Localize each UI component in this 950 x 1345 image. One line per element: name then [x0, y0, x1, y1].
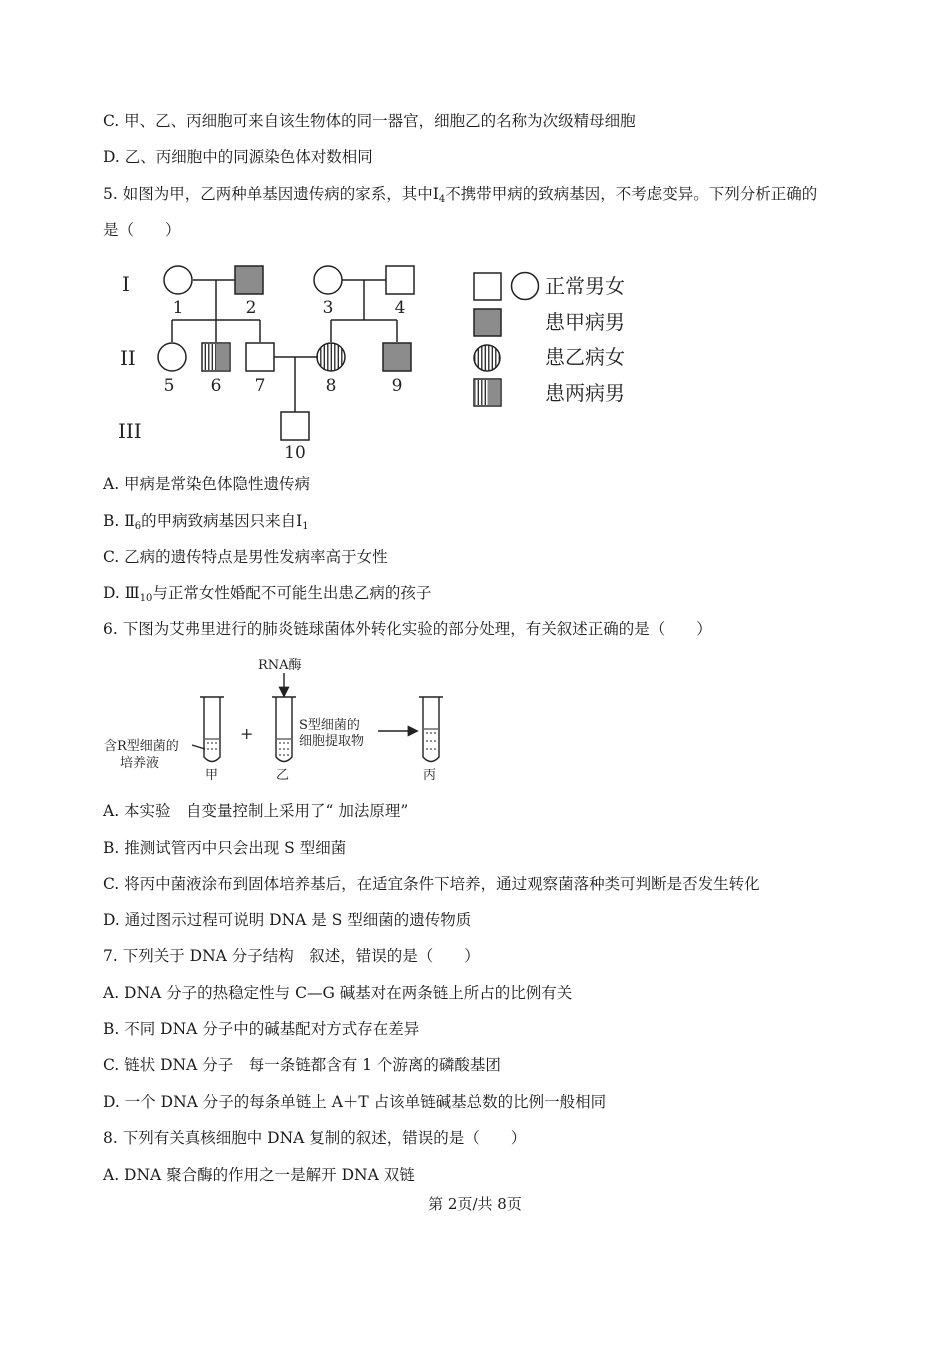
- id-4: 4: [394, 298, 406, 318]
- id-7: 7: [254, 376, 266, 396]
- q5-option-a: A. 甲病是常染色体隐性遗传病: [103, 475, 311, 493]
- q8-option-a: A. DNA 聚合酶的作用之一是解开 DNA 双链: [103, 1166, 415, 1184]
- pedigree-diagram: [110, 258, 650, 463]
- legend-normal: 正常男女: [545, 274, 625, 298]
- s-extract-label-2: 细胞提取物: [299, 734, 365, 749]
- s-extract-label-1: S型细菌的: [299, 718, 360, 733]
- q7-option-d: D. 一个 DNA 分子的每条单链上 A＋T 占该单链碱基总数的比例一般相同: [103, 1093, 607, 1111]
- gen-label-1: I: [122, 272, 130, 296]
- r-culture-label-1: 含R型细菌的: [104, 739, 179, 754]
- id-2: 2: [245, 298, 257, 318]
- id-8: 8: [325, 376, 337, 396]
- tube-jia-label: 甲: [205, 768, 219, 783]
- q7-option-a: A. DNA 分子的热稳定性与 C—G 碱基对在两条链上所占的比例有关: [103, 984, 573, 1002]
- q5-option-b: B. $Ⅱ_6$的甲病致病基因只来自$Ⅰ_1$: [103, 512, 309, 532]
- q7-option-b: B. 不同 DNA 分子中的碱基配对方式存在差异: [103, 1020, 420, 1038]
- gen-label-2: II: [120, 346, 136, 370]
- q6-option-c: C. 将丙中菌液涂布到固体培养基后，在适宜条件下培养，通过观察菌落种类可判断是否发生转化: [103, 875, 760, 893]
- q4-option-c: C. 甲、乙、丙细胞可来自该生物体的同一器官，细胞乙的名称为次级精母细胞: [103, 112, 636, 130]
- id-5: 5: [163, 376, 175, 396]
- id-6: 6: [210, 376, 222, 396]
- legend-disease-b-female: 患乙病女: [545, 345, 625, 369]
- q5-option-c: C. 乙病的遗传特点是男性发病率高于女性: [103, 548, 388, 566]
- plus-sign: +: [240, 724, 254, 743]
- q6-option-a: A. 本实验 自变量控制上采用了“ 加法原理”: [103, 802, 409, 820]
- q6-option-b: B. 推测试管丙中只会出现 S 型细菌: [103, 839, 347, 857]
- tube-bing-label: 丙: [423, 768, 437, 783]
- r-culture-label-2: 培养液: [120, 756, 160, 771]
- rna-enzyme-label: RNA酶: [258, 658, 302, 673]
- id-9: 9: [391, 376, 403, 396]
- q4-option-d: D. 乙、丙细胞中的同源染色体对数相同: [103, 148, 373, 166]
- page-footer: 第 2页/共 8页: [428, 1195, 522, 1213]
- id-1: 1: [172, 298, 184, 318]
- q5-option-d: D. $Ⅲ_{10}$与正常女性婚配不可能生出患乙病的孩子: [103, 584, 432, 604]
- q5-stem-line2: 是（ ）: [103, 221, 181, 239]
- gen-label-3: III: [118, 419, 142, 443]
- id-10: 10: [284, 443, 306, 463]
- experiment-diagram: [100, 653, 460, 788]
- tube-yi-label: 乙: [276, 768, 290, 783]
- q7-stem: 7. 下列关于 DNA 分子结构 叙述，错误的是（ ）: [103, 947, 480, 965]
- q6-option-d: D. 通过图示过程可说明 DNA 是 S 型细菌的遗传物质: [103, 911, 472, 929]
- q6-stem: 6. 下图为艾弗里进行的肺炎链球菌体外转化实验的部分处理，有关叙述正确的是（ ）: [103, 620, 712, 638]
- legend-disease-a-male: 患甲病男: [545, 310, 625, 334]
- id-3: 3: [322, 298, 334, 318]
- q8-stem: 8. 下列有关真核细胞中 DNA 复制的叙述，错误的是（ ）: [103, 1129, 527, 1147]
- legend-both-male: 患两病男: [545, 381, 625, 405]
- q7-option-c: C. 链状 DNA 分子 每一条链都含有 1 个游离的磷酸基团: [103, 1056, 501, 1074]
- q5-stem: 5. 如图为甲，乙两种单基因遗传病的家系，其中$Ⅰ_4$不携带甲病的致病基因，不考虑变异。下列分析正确的: [103, 185, 818, 205]
